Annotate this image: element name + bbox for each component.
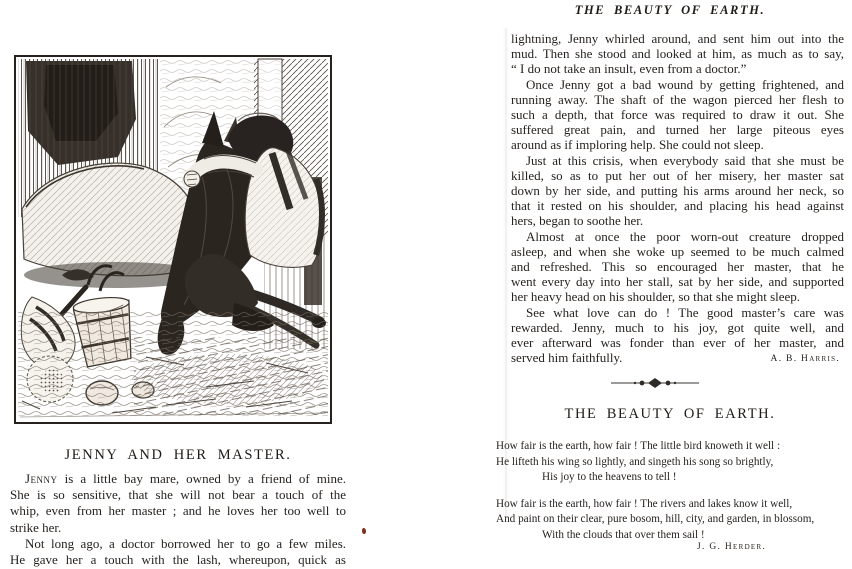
story-author-attribution: A. B. Harris. xyxy=(770,354,840,365)
text-line: served him faithfully. A. B. Harris. xyxy=(511,350,844,365)
text-line: went every day into her stall, sat by her side, and supported xyxy=(511,274,844,290)
text-line: strike her. xyxy=(10,519,62,535)
poem xyxy=(496,439,848,554)
text-line: lightning, Jenny whirled around, and sent him out into the xyxy=(511,31,844,46)
paragraph xyxy=(10,471,346,536)
story-text xyxy=(10,471,346,568)
text-line: and refreshed. This so encouraged her master, that he xyxy=(511,259,844,275)
story-text-continued xyxy=(511,31,844,365)
small-caps-lead: Jenny xyxy=(25,471,58,486)
paragraph xyxy=(511,305,844,366)
section-divider-ornament xyxy=(609,376,701,388)
text-line: Once Jenny got a bad wound by getting frightened, and xyxy=(526,76,844,92)
text-line: running away. The shaft of the wagon pierced her flesh to xyxy=(511,91,844,107)
gutter-shadow xyxy=(505,28,507,520)
text-line: such a depth, that force was required to draw it out. She xyxy=(511,107,844,123)
text-line: her heavy head on his shoulder, so that she might sleep. xyxy=(511,289,801,305)
text-line: Jenny is a little bay mare, owned by a friend of mine. xyxy=(25,471,346,486)
running-head: THE BEAUTY OF EARTH. xyxy=(574,3,766,17)
text-line: How fair is the earth, how fair ! The rivers and lakes know it well, xyxy=(496,497,793,510)
text-line: She is so sensitive, that she will not bear a touch of the xyxy=(10,487,346,503)
text-line: Just at this crisis, when everybody said that she must be xyxy=(526,152,844,168)
text-line: whip, even from her master ; and he loves her too well to xyxy=(10,503,346,519)
paragraph xyxy=(511,229,844,305)
story-title: JENNY AND HER MASTER. xyxy=(64,447,292,463)
straw-floor xyxy=(18,309,328,420)
text-line: down by her side, and putting his arms around her neck, so xyxy=(511,183,844,199)
text-line: Almost at once the poor worn-out creature dropped xyxy=(526,228,844,244)
paragraph xyxy=(511,77,844,153)
text-line: See what love can do ! The good master’s care was xyxy=(526,304,844,320)
text-line: around as if imploring help. She could not sleep. xyxy=(511,137,764,153)
text-line: He lifteth his wing so lightly, and singeth his song so brightly, xyxy=(496,455,774,468)
text-line: How fair is the earth, how fair ! The little bird knoweth it well : xyxy=(496,440,781,452)
text-line: “ I do not take an insult, even from a doctor.” xyxy=(511,61,747,77)
text-line: mud. Then she stood and looked at him, as much as to say, xyxy=(511,46,844,62)
text-line: His joy to the heavens to tell ! xyxy=(542,471,677,483)
text-line: that it rested on his shoulder, and placing his head against xyxy=(511,198,844,214)
paragraph xyxy=(511,153,844,229)
text-line: rewarded. Jenny, much to his joy, got quite well, and xyxy=(511,319,844,335)
paragraph xyxy=(511,31,844,77)
text-line: suffered great pain, and turned her large piteous eyes xyxy=(511,122,844,138)
text-line: killed, so as to put her out of her misery, her master sat xyxy=(511,167,844,183)
text-line: hers, began to soothe her. xyxy=(511,213,644,229)
text-line: asleep, and when she woke up seemed to be much calmed xyxy=(511,243,844,259)
text-line: ever afterward was fonder than ever of her master, and xyxy=(511,335,844,351)
paragraph xyxy=(10,536,346,568)
text-line: And paint on their clear, pure bosom, hill, city, and garden, in blossom, xyxy=(496,513,815,525)
poem-stanza xyxy=(496,439,848,486)
ink-speck xyxy=(362,528,366,534)
text-line: With the clouds that over them sail ! xyxy=(542,528,705,541)
text-line: Not long ago, a doctor borrowed her to go a few miles. xyxy=(25,535,346,551)
stable-engraving-illustration xyxy=(16,57,330,422)
poem-stanza xyxy=(496,497,848,544)
poem-title: THE BEAUTY OF EARTH. xyxy=(564,406,776,422)
poem-author-attribution: J. G. Herder. xyxy=(697,542,767,552)
stable-illustration-frame xyxy=(14,55,332,424)
text-line: He gave her a touch with the lash, whereupon, quick as xyxy=(10,552,346,568)
